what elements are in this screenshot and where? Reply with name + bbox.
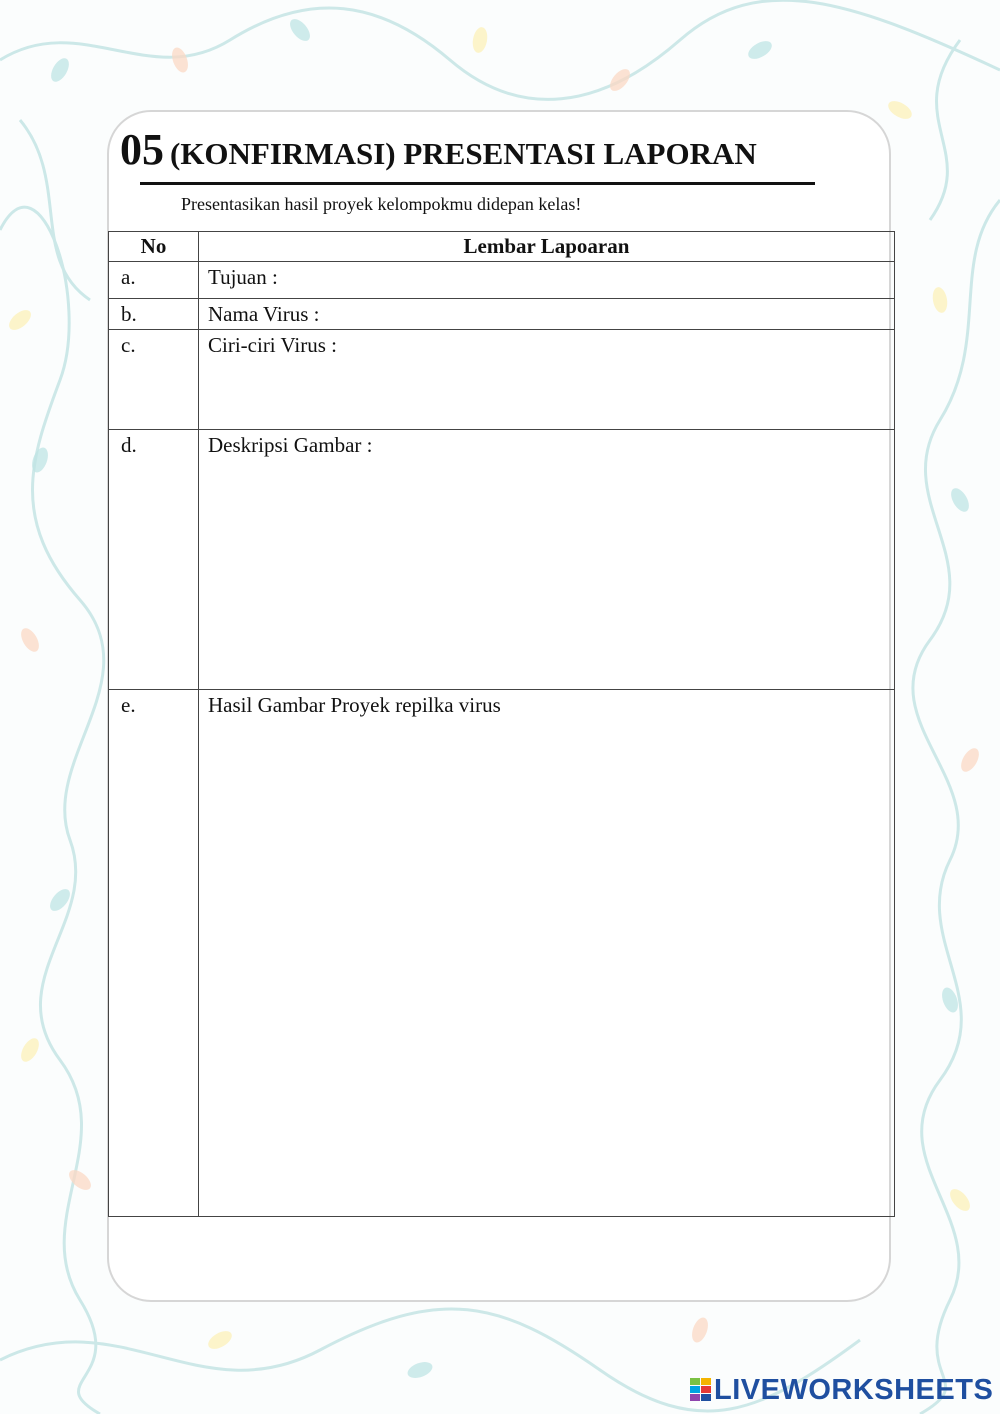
answer-cell-ciri-ciri[interactable]: Ciri-ciri Virus :	[199, 330, 895, 430]
row-number: d.	[109, 430, 199, 690]
table-row	[109, 330, 895, 430]
answer-cell-nama-virus[interactable]: Nama Virus :	[199, 299, 895, 330]
report-table	[108, 231, 895, 1217]
liveworksheets-logo	[690, 1372, 993, 1408]
column-header-no: No	[109, 232, 199, 262]
answer-cell-tujuan[interactable]: Tujuan :	[199, 262, 895, 299]
table-row	[109, 690, 895, 1217]
column-header-lembar: Lembar Lapoaran	[199, 232, 895, 262]
row-number: a.	[109, 262, 199, 299]
table-row	[109, 262, 895, 299]
liveworksheets-logo-text: LIVEWORKSHEETS	[714, 1373, 994, 1406]
row-number: e.	[109, 690, 199, 1217]
table-header-row	[109, 232, 895, 262]
section-number: 05	[120, 125, 164, 174]
answer-cell-deskripsi[interactable]: Deskripsi Gambar :	[199, 430, 895, 690]
title-underline	[140, 182, 815, 185]
row-number: b.	[109, 299, 199, 330]
liveworksheets-logo-icon	[690, 1378, 712, 1402]
row-number: c.	[109, 330, 199, 430]
answer-cell-hasil-gambar[interactable]: Hasil Gambar Proyek repilka virus	[199, 690, 895, 1217]
page-title	[120, 124, 757, 175]
table-row	[109, 430, 895, 690]
table-row	[109, 299, 895, 330]
section-title: (KONFIRMASI) PRESENTASI LAPORAN	[170, 136, 757, 171]
instruction-text: Presentasikan hasil proyek kelompokmu didepan kelas!	[181, 194, 582, 214]
